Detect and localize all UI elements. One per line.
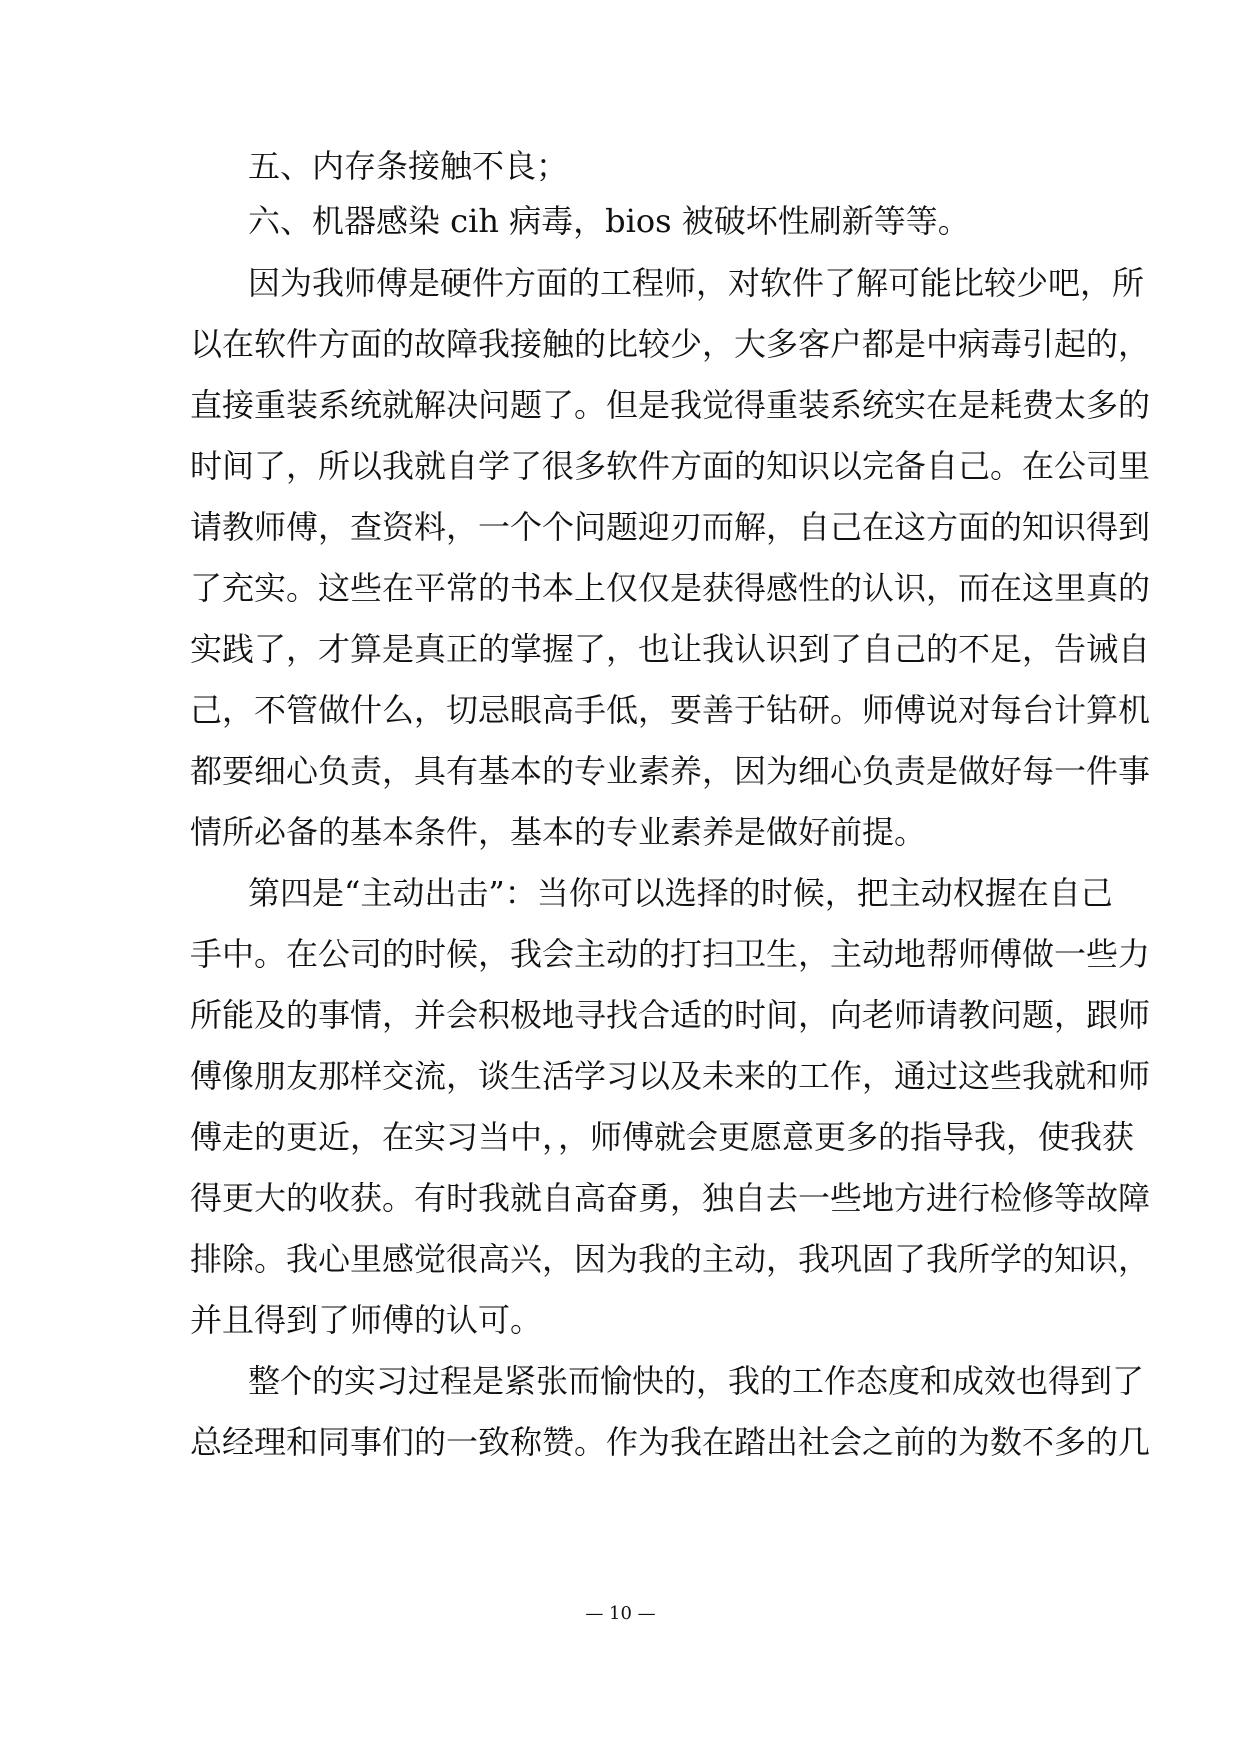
text-line: 请教师傅，查资料，一个个问题迎刃而解，自己在这方面的知识得到 <box>190 508 1151 546</box>
text-line: 时间了，所以我就自学了很多软件方面的知识以完备自己。在公司里 <box>190 447 1151 485</box>
text-line: 以在软件方面的故障我接触的比较少，大多客户都是中病毒引起的， <box>190 325 1151 363</box>
text-line: 第四是“主动出击”：当你可以选择的时候，把主动权握在自己 <box>248 874 1113 912</box>
text-line: 都要细心负责，具有基本的专业素养，因为细心负责是做好每一件事 <box>190 752 1151 790</box>
text-line: 总经理和同事们的一致称赞。作为我在踏出社会之前的为数不多的几 <box>190 1423 1151 1461</box>
text-line: 了充实。这些在平常的书本上仅仅是获得感性的认识，而在这里真的 <box>190 569 1151 607</box>
text-line: 因为我师傅是硬件方面的工程师，对软件了解可能比较少吧，所 <box>248 264 1145 302</box>
text-line: 傅走的更近，在实习当中，，师傅就会更愿意更多的指导我，使我获 <box>190 1118 1135 1156</box>
text-line: 并且得到了师傅的认可。 <box>190 1301 543 1339</box>
text-line: 直接重装系统就解决问题了。但是我觉得重装系统实在是耗费太多的 <box>190 386 1151 424</box>
text-line: 己，不管做什么，切忌眼高手低，要善于钻研。师傅说对每台计算机 <box>190 691 1151 729</box>
text-line: 傅像朋友那样交流，谈生活学习以及未来的工作，通过这些我就和师 <box>190 1057 1151 1095</box>
text-line: 所能及的事情，并会积极地寻找合适的时间，向老师请教问题，跟师 <box>190 996 1151 1034</box>
text-line: 手中。在公司的时候，我会主动的打扫卫生，主动地帮师傅做一些力 <box>190 935 1151 973</box>
text-line: 情所必备的基本条件，基本的专业素养是做好前提。 <box>190 813 927 851</box>
text-line: 五、内存条接触不良； <box>248 147 569 185</box>
text-line: 整个的实习过程是紧张而愉快的，我的工作态度和成效也得到了 <box>248 1362 1145 1400</box>
text-line: 排除。我心里感觉很高兴，因为我的主动，我巩固了我所学的知识， <box>190 1240 1151 1278</box>
page-number: — 10 — <box>585 1603 656 1624</box>
text-line: 六、机器感染 cih 病毒，bios 被破坏性刷新等等。 <box>248 202 970 240</box>
text-line: 实践了，才算是真正的掌握了，也让我认识到了自己的不足，告诫自 <box>190 630 1151 668</box>
text-line: 得更大的收获。有时我就自高奋勇，独自去一些地方进行检修等故障 <box>190 1179 1151 1217</box>
